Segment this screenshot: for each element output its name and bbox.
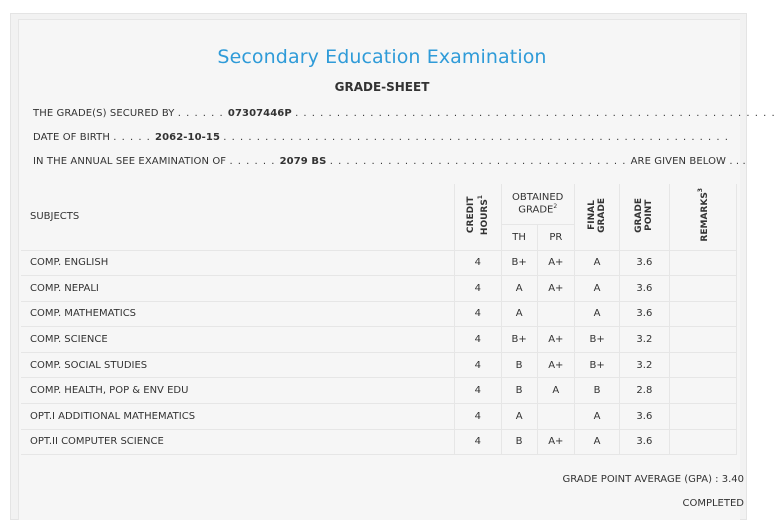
final-grade-cell: A: [574, 301, 619, 327]
final-grade-label: FINAL GRADE: [587, 197, 608, 233]
remarks-label: REMARKS: [699, 192, 710, 243]
subject-cell: OPT.I ADDITIONAL MATHEMATICS: [21, 404, 455, 430]
grade-point-cell: 3.6: [620, 429, 669, 455]
info-secured-by: THE GRADE(S) SECURED BY . . . . . . 07307446P . . . . . . . . . . . . . . . . . . . . . . . . . . . . . . . . . . . . . . . . . . . . . . . . . . . . . . . . . .: [33, 108, 776, 119]
page-subtitle: GRADE-SHEET: [334, 80, 430, 94]
practical-grade-cell: A+: [537, 352, 574, 378]
final-grade-cell: B: [574, 378, 619, 404]
grade-point-cell: 3.2: [620, 327, 669, 353]
table-row: [21, 378, 737, 404]
final-grade-cell: B+: [574, 352, 619, 378]
subject-cell: COMP. MATHEMATICS: [21, 301, 455, 327]
table-row: [21, 301, 737, 327]
grade-point-cell: 2.8: [620, 378, 669, 404]
given-below-label: ARE GIVEN BELOW . . .: [630, 156, 746, 167]
info-exam: IN THE ANNUAL SEE EXAMINATION OF . . . . . . 2079 BS . . . . . . . . . . . . . . . . . . . . . . . . . . . . . . . . . . . . ARE GIVEN BELOW . . .: [33, 156, 746, 167]
grade-point-label: GRADE POINT: [634, 197, 655, 233]
theory-grade-cell: A: [501, 301, 537, 327]
obtained-grade-footnote: 2: [553, 203, 558, 211]
credit-hours-cell: 4: [455, 378, 501, 404]
theory-grade-cell: B+: [501, 327, 537, 353]
practical-grade-cell: A+: [537, 276, 574, 302]
secured-by-label: THE GRADE(S) SECURED BY: [33, 108, 175, 119]
column-header-credit-hours: [455, 184, 501, 250]
subject-cell: OPT.II COMPUTER SCIENCE: [21, 429, 455, 455]
remarks-cell: [669, 250, 736, 276]
remarks-cell: [669, 404, 736, 430]
credit-hours-cell: 4: [455, 276, 501, 302]
grade-point-cell: 3.6: [620, 404, 669, 430]
remarks-cell: [669, 429, 736, 455]
obtained-label: OBTAINED: [512, 192, 564, 204]
grades-table-body: [21, 250, 737, 455]
table-row: [21, 404, 737, 430]
table-row: [21, 327, 737, 353]
theory-grade-cell: B: [501, 352, 537, 378]
grade-point-cell: 3.6: [620, 250, 669, 276]
final-grade-cell: B+: [574, 327, 619, 353]
subject-cell: COMP. HEALTH, POP & ENV EDU: [21, 378, 455, 404]
practical-grade-cell: [537, 301, 574, 327]
credit-hours-footnote: 1: [476, 195, 484, 200]
grades-table: [21, 184, 737, 455]
result-status: COMPLETED: [682, 498, 744, 509]
column-header-th: TH: [501, 224, 537, 250]
subject-cell: COMP. ENGLISH: [21, 250, 455, 276]
theory-grade-cell: A: [501, 276, 537, 302]
grade-point-cell: 3.6: [620, 276, 669, 302]
symbol-number: 07307446P: [227, 108, 292, 119]
column-header-final-grade: [574, 184, 619, 250]
final-grade-cell: A: [574, 404, 619, 430]
theory-grade-cell: B: [501, 378, 537, 404]
theory-grade-cell: B+: [501, 250, 537, 276]
remarks-cell: [669, 276, 736, 302]
grade-label: GRADE: [518, 204, 554, 216]
gpa-summary: GRADE POINT AVERAGE (GPA) : 3.40: [562, 474, 744, 485]
credit-hours-cell: 4: [455, 301, 501, 327]
remarks-cell: [669, 327, 736, 353]
credit-hours-label: CREDIT HOURS: [465, 196, 490, 236]
practical-grade-cell: [537, 404, 574, 430]
table-row: [21, 352, 737, 378]
grade-point-cell: 3.2: [620, 352, 669, 378]
subject-cell: COMP. NEPALI: [21, 276, 455, 302]
table-row: [21, 250, 737, 276]
practical-grade-cell: A+: [537, 327, 574, 353]
grade-point-cell: 3.6: [620, 301, 669, 327]
subject-cell: COMP. SOCIAL STUDIES: [21, 352, 455, 378]
credit-hours-cell: 4: [455, 352, 501, 378]
exam-label: IN THE ANNUAL SEE EXAMINATION OF: [33, 156, 227, 167]
info-dob: DATE OF BIRTH . . . . . 2062-10-15 . . . . . . . . . . . . . . . . . . . . . . . . . . . . . . . . . . . . . . . . . . . . . . . . . . . . . . . . . . . . .: [33, 132, 729, 143]
remarks-cell: [669, 301, 736, 327]
practical-grade-cell: A+: [537, 429, 574, 455]
page-title: Secondary Education Examination: [217, 46, 547, 68]
dob-value: 2062-10-15: [155, 132, 221, 143]
practical-grade-cell: A+: [537, 250, 574, 276]
column-header-obtained-grade: [501, 184, 574, 224]
remarks-cell: [669, 352, 736, 378]
practical-grade-cell: A: [537, 378, 574, 404]
credit-hours-cell: 4: [455, 404, 501, 430]
exam-year: 2079 BS: [279, 156, 327, 167]
theory-grade-cell: B: [501, 429, 537, 455]
dob-label: DATE OF BIRTH: [33, 132, 110, 143]
credit-hours-cell: 4: [455, 327, 501, 353]
credit-hours-cell: 4: [455, 429, 501, 455]
remarks-cell: [669, 378, 736, 404]
table-row: [21, 429, 737, 455]
remarks-footnote: 3: [696, 188, 704, 193]
column-header-pr: PR: [537, 224, 574, 250]
table-row: [21, 276, 737, 302]
final-grade-cell: A: [574, 429, 619, 455]
theory-grade-cell: A: [501, 404, 537, 430]
final-grade-cell: A: [574, 276, 619, 302]
subject-cell: COMP. SCIENCE: [21, 327, 455, 353]
column-header-remarks: [669, 184, 736, 250]
column-header-subjects: SUBJECTS: [21, 184, 455, 250]
credit-hours-cell: 4: [455, 250, 501, 276]
final-grade-cell: A: [574, 250, 619, 276]
column-header-grade-point: [620, 184, 669, 250]
table-header-row: [21, 184, 737, 224]
